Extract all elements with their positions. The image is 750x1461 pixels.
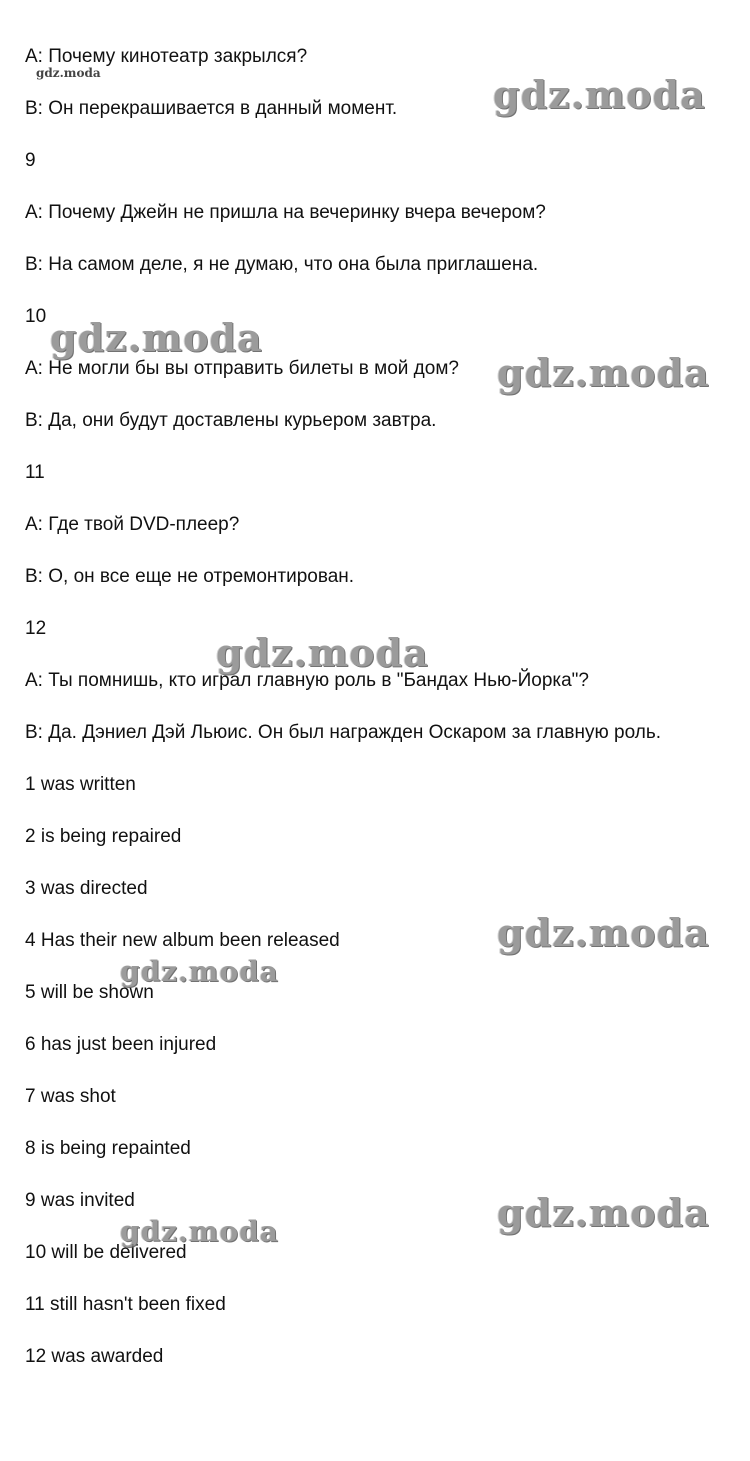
answer-line: 6 has just been injured: [25, 1034, 217, 1055]
watermark-small: gdz.moda: [36, 66, 101, 80]
answer-line: 2 is being repaired: [25, 826, 182, 847]
answer-line: 3 was directed: [25, 878, 148, 899]
item-number: 12: [25, 618, 47, 639]
item-number: 10: [25, 306, 47, 327]
dialogue-line: В: О, он все еще не отремонтирован.: [25, 566, 355, 587]
watermark: gdz.moda: [497, 910, 710, 955]
dialogue-line: В: Он перекрашивается в данный момент.: [25, 98, 398, 119]
dialogue-line: В: Да. Дэниел Дэй Льюис. Он был награжден Оскаром за главную роль.: [25, 722, 662, 743]
dialogue-line: А: Ты помнишь, кто играл главную роль в "Бандах Нью-Йорка"?: [25, 670, 589, 691]
document-body: [25, 44, 735, 1396]
dialogue-line: В: На самом деле, я не думаю, что она была приглашена.: [25, 254, 539, 275]
answer-line: 9 was invited: [25, 1190, 135, 1211]
watermark: gdz.moda: [216, 630, 429, 675]
answer-line: 11 still hasn't been fixed: [25, 1294, 226, 1315]
answer-line: 1 was written: [25, 774, 136, 795]
answer-line: 8 is being repainted: [25, 1138, 191, 1159]
watermark: gdz.moda: [50, 315, 263, 360]
dialogue-line: А: Не могли бы вы отправить билеты в мой дом?: [25, 358, 459, 379]
answer-line: 12 was awarded: [25, 1346, 164, 1367]
watermark: gdz.moda: [120, 955, 279, 988]
dialogue-line: В: Да, они будут доставлены курьером завтра.: [25, 410, 437, 431]
dialogue-line: А: Почему кинотеатр закрылся?: [25, 46, 308, 67]
item-number: 9: [25, 150, 36, 171]
dialogue-line: А: Почему Джейн не пришла на вечеринку вчера вечером?: [25, 202, 546, 223]
answer-line: 10 will be delivered: [25, 1242, 187, 1263]
watermark: gdz.moda: [120, 1215, 279, 1248]
watermark: gdz.moda: [497, 1190, 710, 1235]
answer-line: 7 was shot: [25, 1086, 116, 1107]
watermark: gdz.moda: [493, 72, 706, 117]
answer-line: 4 Has their new album been released: [25, 930, 340, 951]
item-number: 11: [25, 462, 45, 483]
dialogue-line: А: Где твой DVD-плеер?: [25, 514, 240, 535]
answer-line: 5 will be shown: [25, 982, 154, 1003]
watermark: gdz.moda: [497, 350, 710, 395]
